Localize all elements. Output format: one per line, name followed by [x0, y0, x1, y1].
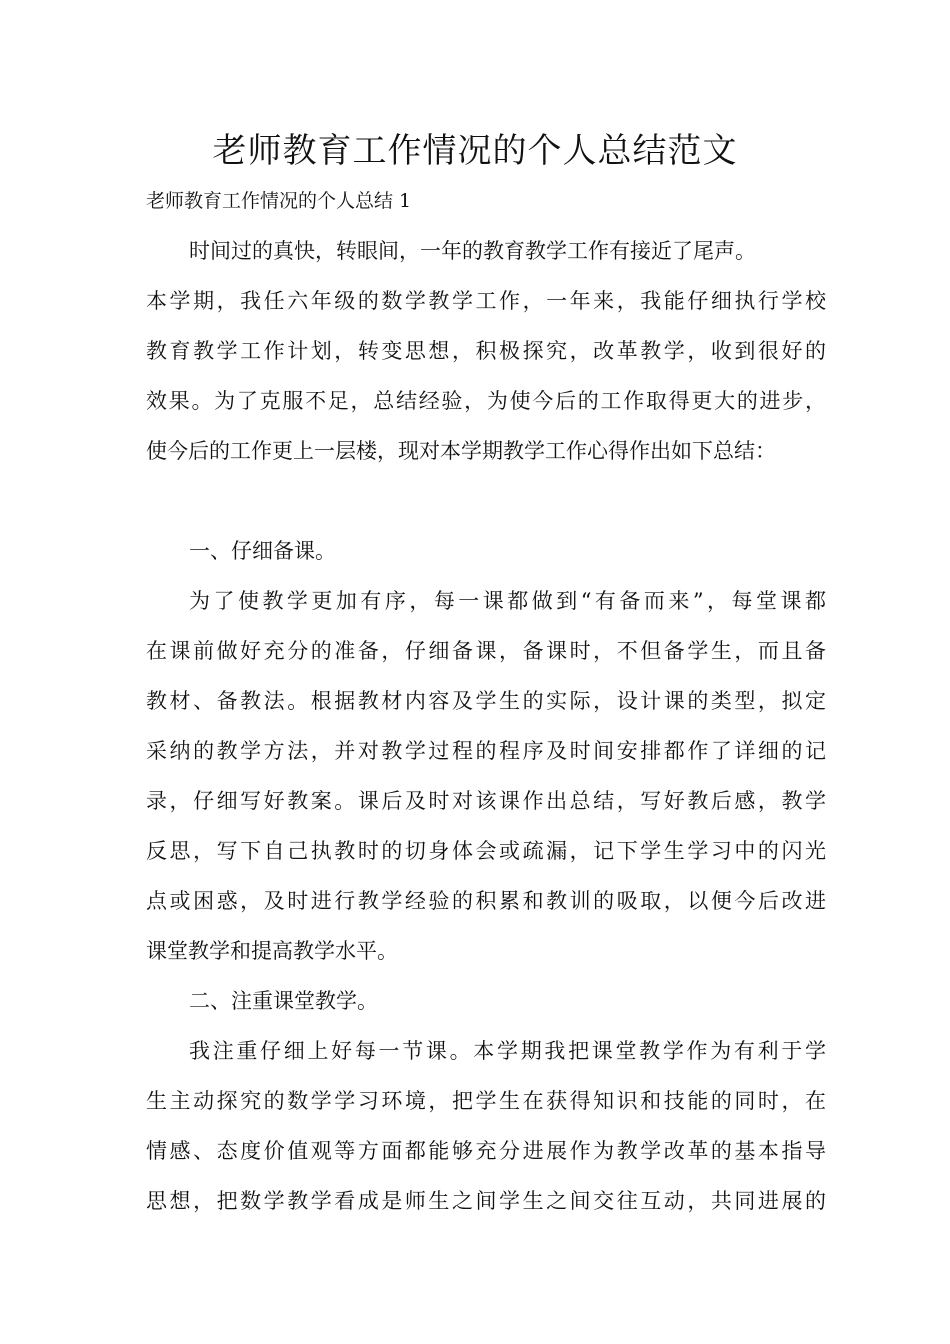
paragraph-line: 情感、态度价值观等方面都能够充分进展作为教学改革的基本指导	[146, 1139, 826, 1163]
section-heading: 二、注重课堂教学。	[189, 989, 378, 1013]
paragraph-line: 思想，把数学教学看成是师生之间学生之间交往互动，共同进展的	[146, 1189, 826, 1213]
paragraph-line: 教材、备教法。根据教材内容及学生的实际，设计课的类型，拟定	[146, 689, 826, 713]
document-subtitle: 老师教育工作情况的个人总结 1	[146, 190, 412, 212]
paragraph-line: 我注重仔细上好每一节课。本学期我把课堂教学作为有利于学	[189, 1039, 826, 1063]
paragraph-line: 教育教学工作计划，转变思想，积极探究，改革教学，收到很好的	[146, 339, 826, 363]
paragraph-line: 录，仔细写好教案。课后及时对该课作出总结，写好教后感，教学	[146, 789, 826, 813]
paragraph-line: 反思，写下自己执教时的切身体会或疏漏，记下学生学习中的闪光	[146, 839, 826, 863]
paragraph-line: 为了使教学更加有序，每一课都做到“有备而来”，每堂课都	[189, 589, 826, 613]
paragraph-line: 时间过的真快，转眼间，一年的教育教学工作有接近了尾声。	[189, 239, 756, 263]
paragraph-line: 本学期，我任六年级的数学教学工作，一年来，我能仔细执行学校	[146, 289, 826, 313]
section-heading: 一、仔细备课。	[189, 539, 336, 563]
paragraph-line: 效果。为了克服不足，总结经验，为使今后的工作取得更大的进步，	[146, 389, 826, 413]
paragraph-line: 课堂教学和提高教学水平。	[146, 939, 398, 963]
document-title: 老师教育工作情况的个人总结范文	[212, 131, 738, 171]
paragraph-line: 使今后的工作更上一层楼，现对本学期教学工作心得作出如下总结：	[146, 439, 776, 463]
paragraph-line: 采纳的教学方法，并对教学过程的程序及时间安排都作了详细的记	[146, 739, 826, 763]
paragraph-line: 在课前做好充分的准备，仔细备课，备课时，不但备学生，而且备	[146, 639, 826, 663]
paragraph-line: 点或困惑，及时进行教学经验的积累和教训的吸取，以便今后改进	[146, 889, 826, 913]
paragraph-line: 生主动探究的数学学习环境，把学生在获得知识和技能的同时，在	[146, 1089, 826, 1113]
